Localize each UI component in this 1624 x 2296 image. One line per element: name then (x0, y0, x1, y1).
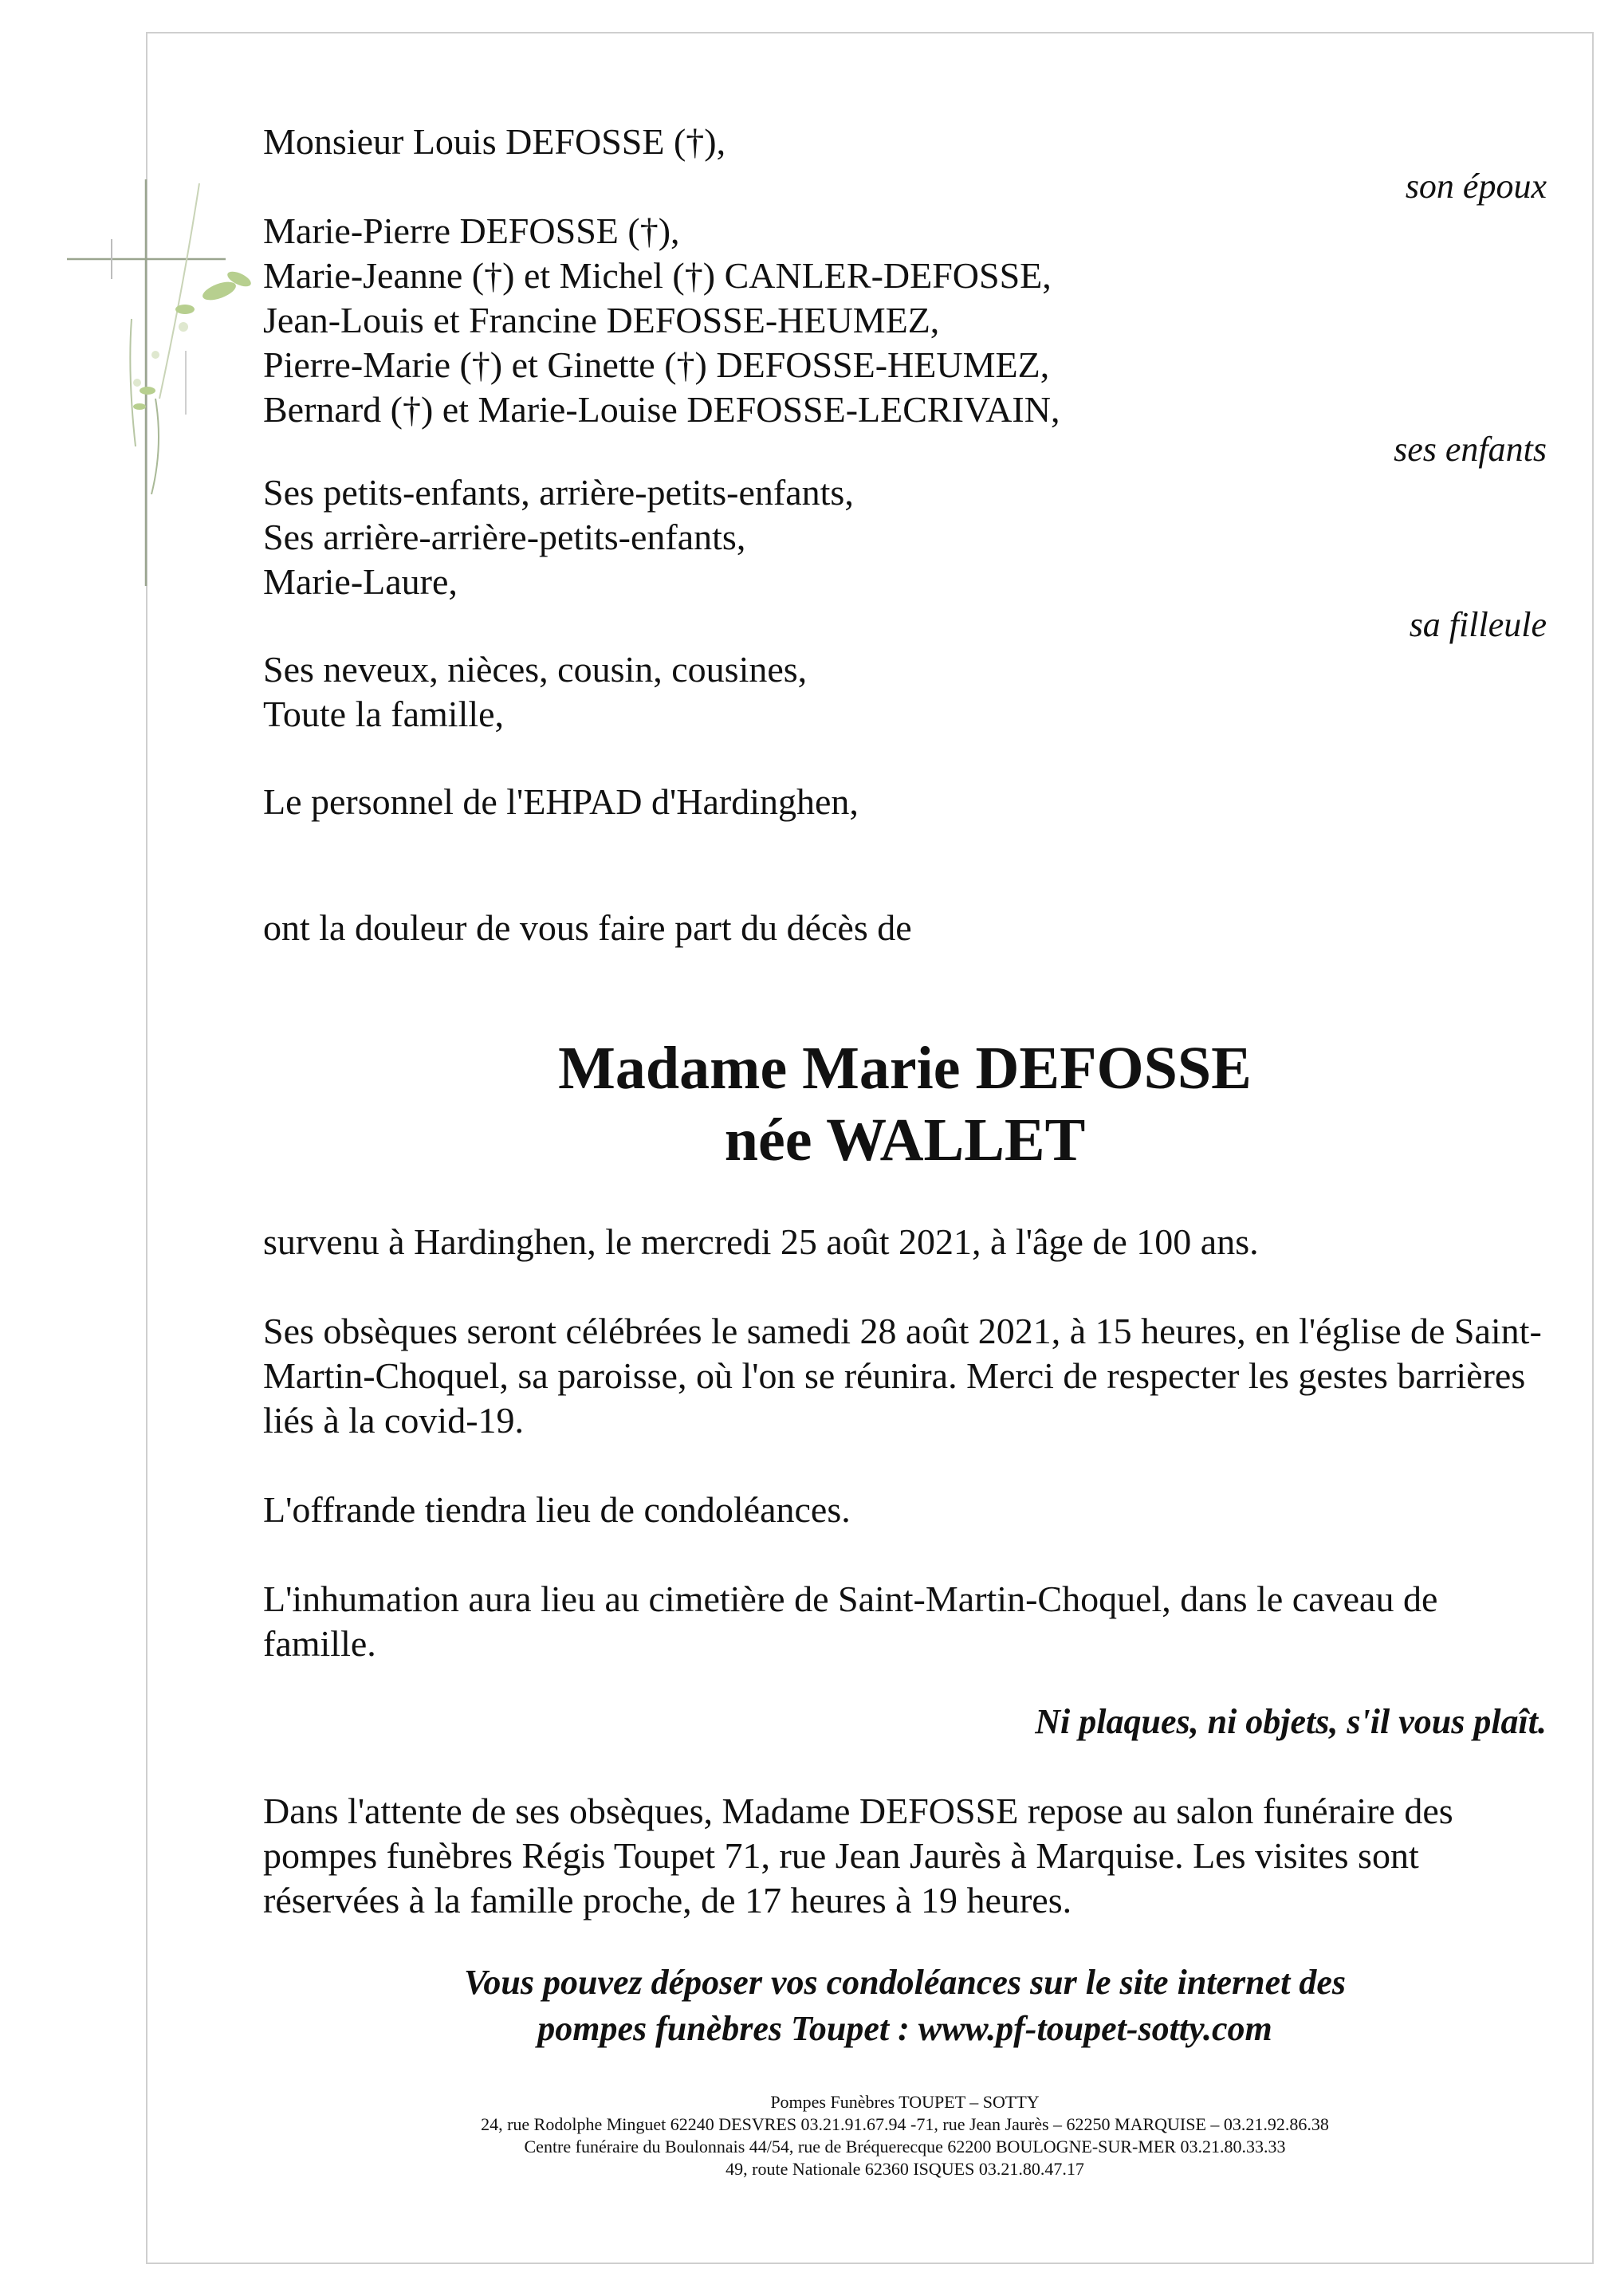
husband-line: Monsieur Louis DEFOSSE (†), (263, 121, 726, 162)
footer-address-2: Centre funéraire du Boulonnais 44/54, rue de Bréquerecque 62200 BOULOGNE-SUR-MER 03.21.80.33.33 (524, 2137, 1286, 2156)
role-epoux: son époux (1405, 167, 1547, 206)
staff-line: Le personnel de l'EHPAD d'Hardinghen, (263, 781, 859, 822)
role-filleule: sa filleule (1409, 605, 1547, 644)
relatives-line-2: Toute la famille, (263, 694, 505, 734)
burial-details: L'inhumation aura lieu au cimetière de Saint-Martin-Choquel, dans le caveau de famille. (263, 1578, 1438, 1664)
announcement-line: ont la douleur de vous faire part du décès de (263, 907, 912, 948)
goddaughter-line: Marie-Laure, (263, 561, 458, 602)
visits-details: Dans l'attente de ses obsèques, Madame DEFOSSE repose au salon funéraire des pompes funèbres Régis Toupet 71, rue Jean Jaurès à Marquise. Les visites sont réservées à la famille proche, de 17 heures à 19 heures. (263, 1791, 1453, 1921)
child-3: Jean-Louis et Francine DEFOSSE-HEUMEZ, (263, 300, 940, 340)
footer-address-3: 49, route Nationale 62360 ISQUES 03.21.80.47.17 (725, 2159, 1084, 2179)
child-1: Marie-Pierre DEFOSSE (†), (263, 210, 680, 251)
relatives-line-1: Ses neveux, nièces, cousin, cousines, (263, 649, 808, 690)
death-details: survenu à Hardinghen, le mercredi 25 août 2021, à l'âge de 100 ans. (263, 1221, 1259, 1262)
child-5: Bernard (†) et Marie-Louise DEFOSSE-LECRIVAIN, (263, 389, 1060, 430)
footer-company: Pompes Funèbres TOUPET – SOTTY (770, 2092, 1040, 2112)
condolences-line-1: Vous pouvez déposer vos condoléances sur le site internet des (463, 1963, 1347, 2002)
deceased-maiden-name: née WALLET (724, 1107, 1086, 1174)
funeral-details: Ses obsèques seront célébrées le samedi 28 août 2021, à 15 heures, en l'église de Saint-Martin-Choquel, sa paroisse, où l'on se réunira. Merci de respecter les gestes barrières liés à la covid-19. (263, 1311, 1542, 1441)
deceased-name: Madame Marie DEFOSSE (558, 1035, 1252, 1102)
child-4: Pierre-Marie (†) et Ginette (†) DEFOSSE-HEUMEZ, (263, 344, 1050, 385)
child-2: Marie-Jeanne (†) et Michel (†) CANLER-DEFOSSE, (263, 255, 1052, 296)
offering-line: L'offrande tiendra lieu de condoléances. (263, 1489, 851, 1530)
grandchildren-line-1: Ses petits-enfants, arrière-petits-enfants, (263, 472, 854, 513)
role-enfants: ses enfants (1394, 430, 1547, 469)
footer-address-1: 24, rue Rodolphe Minguet 62240 DESVRES 03.21.91.67.94 -71, rue Jean Jaurès – 62250 MARQUISE – 03.21.92.86.38 (481, 2114, 1329, 2134)
condolences-line-2: pompes funèbres Toupet : www.pf-toupet-sotty.com (537, 2009, 1272, 2048)
grandchildren-line-2: Ses arrière-arrière-petits-enfants, (263, 517, 746, 557)
no-plaques-note: Ni plaques, ni objets, s'il vous plaît. (1035, 1702, 1547, 1741)
cross-icon (0, 0, 263, 606)
